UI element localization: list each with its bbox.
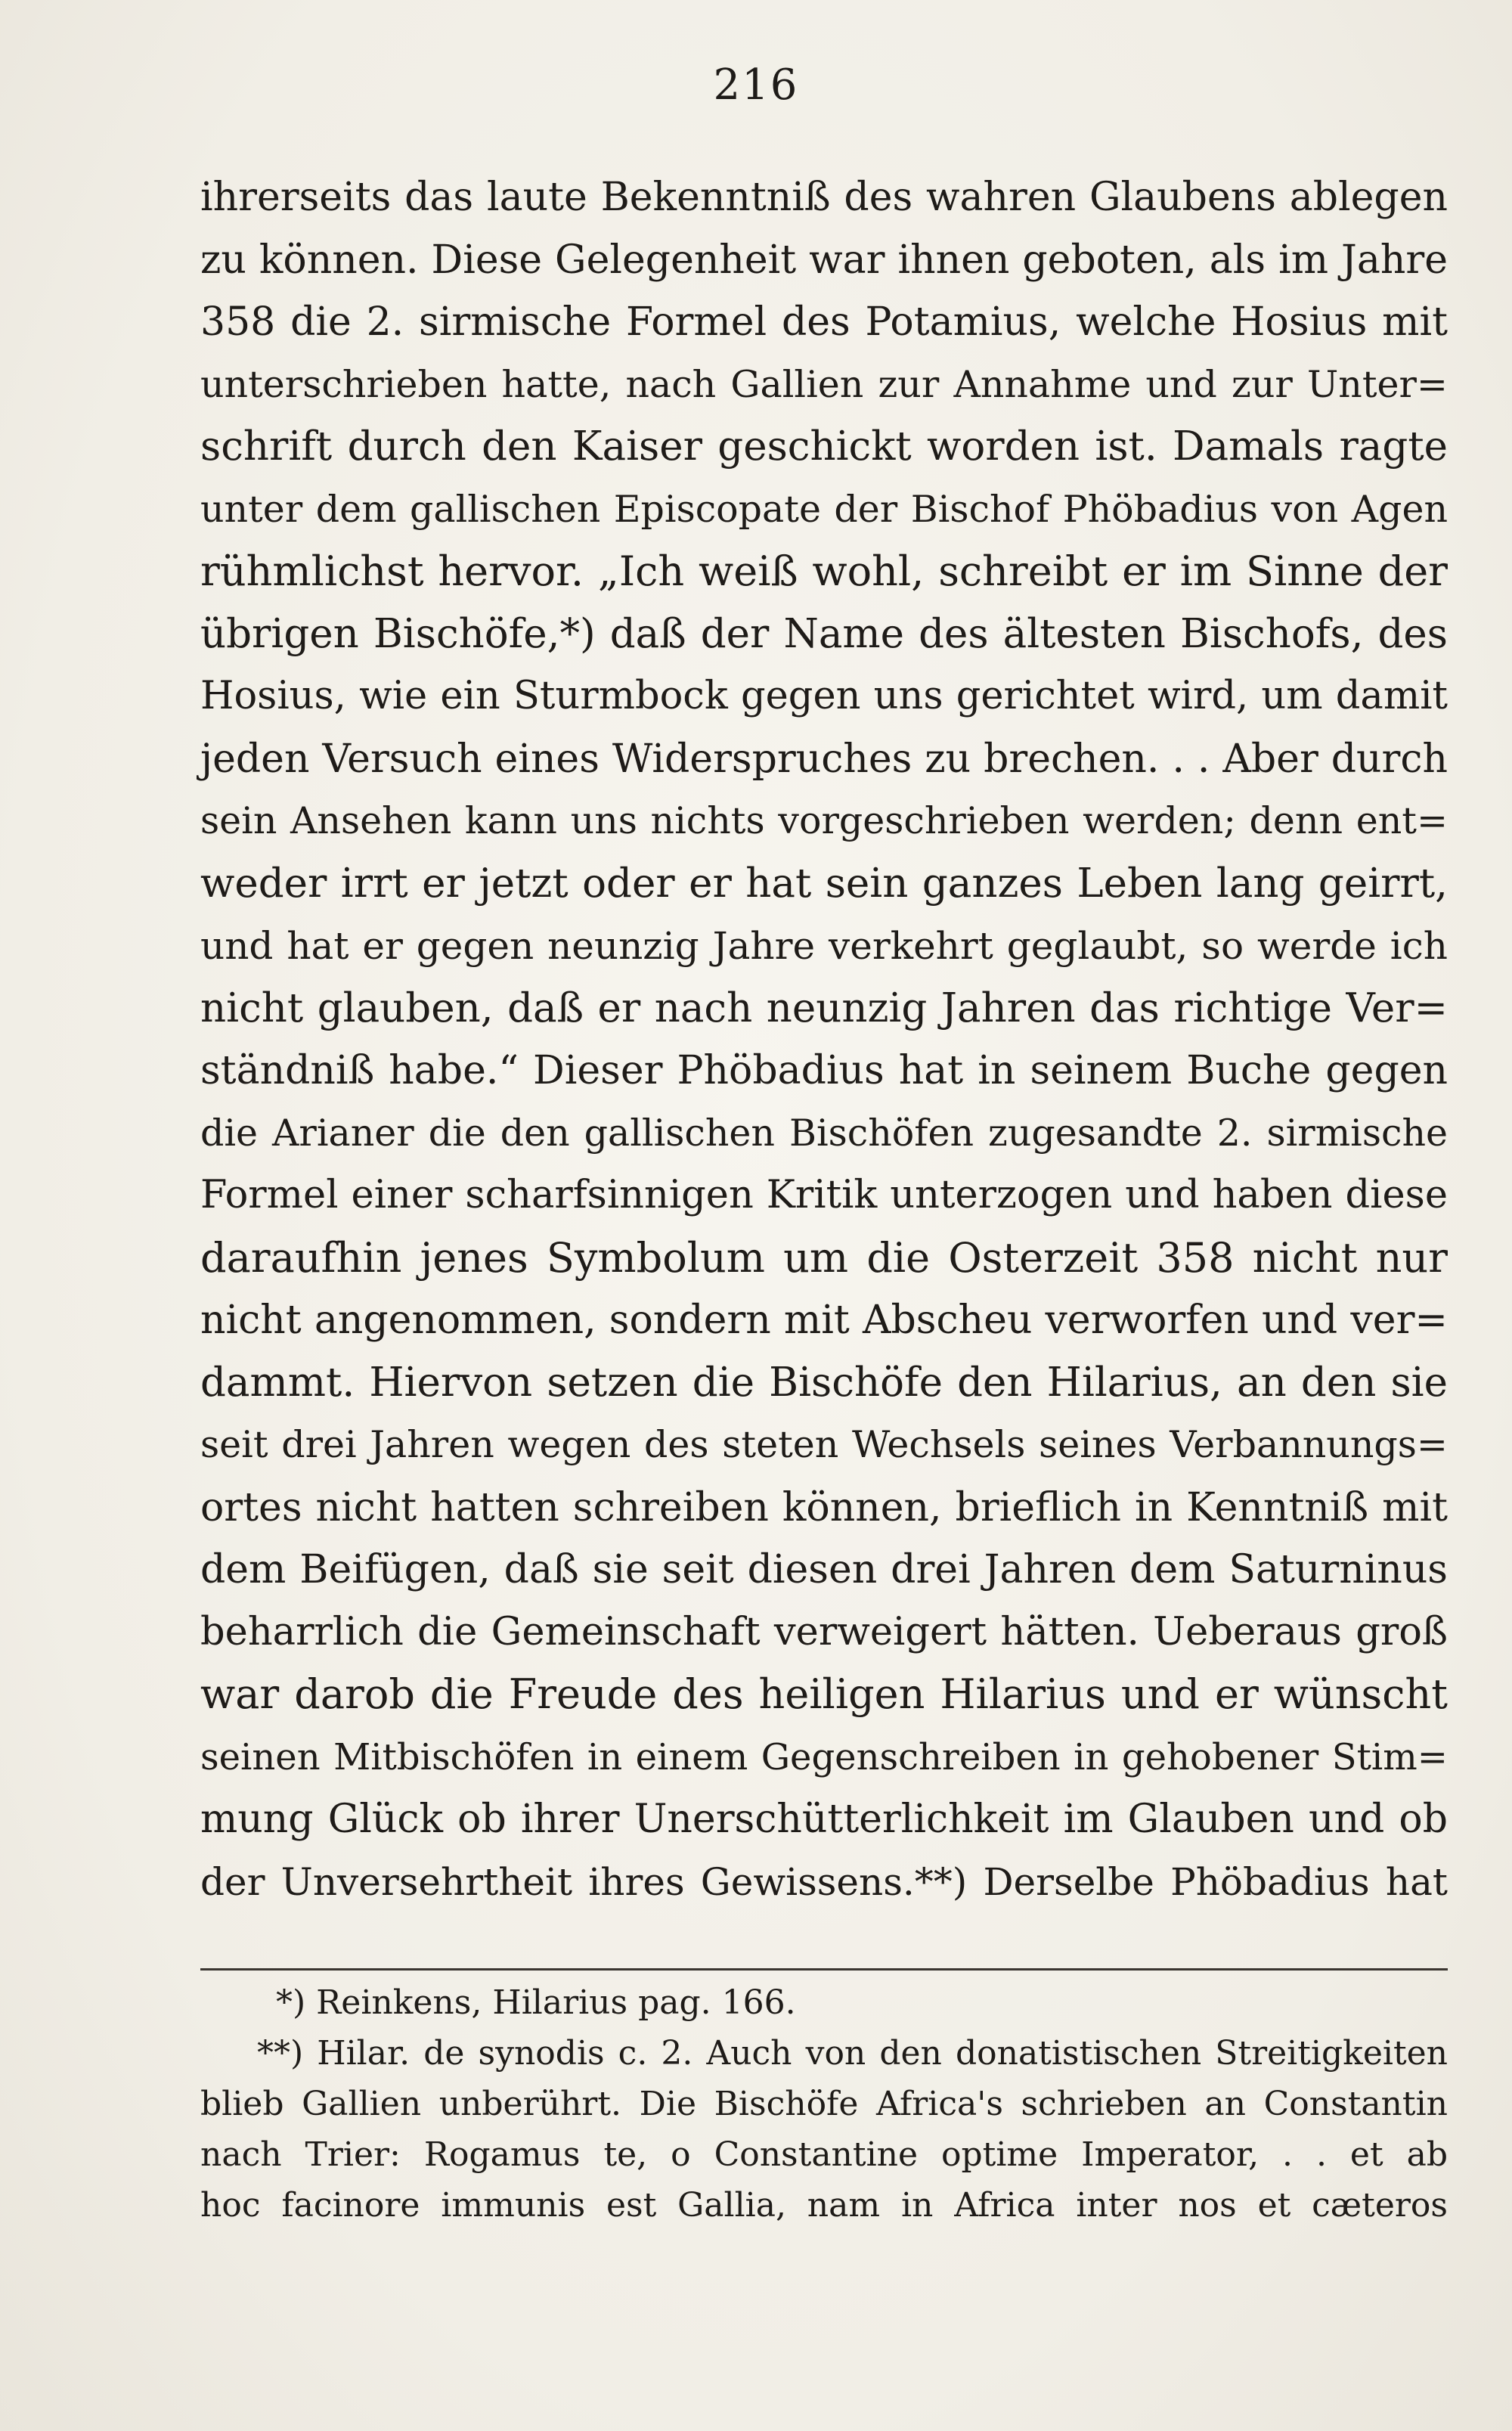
body-line: zu können. Diese Gelegenheit war ihnen geboten, als im Jahre — [200, 237, 1448, 283]
body-line: ihrerseits das laute Bekenntniß des wahren Glaubens ablegen — [200, 175, 1448, 220]
body-line: unterschrieben hatte, nach Gallien zur Annahme und zur Unter= — [200, 362, 1448, 406]
body-line: daraufhin jenes Symbolum um die Osterzeit 358 nicht nur — [200, 1233, 1448, 1282]
body-line: übrigen Bischöfe,*) daß der Name des ältesten Bischofs, des — [200, 610, 1448, 657]
footnote-line: blieb Gallien unberührt. Die Bischöfe Africa's schrieben an Constantin — [200, 2085, 1448, 2123]
body-line: ortes nicht hatten schreiben können, brieflich in Kenntniß mit — [200, 1484, 1448, 1530]
body-line: und hat er gegen neunzig Jahre verkehrt geglaubt, so werde ich — [200, 924, 1448, 968]
footnotes — [200, 1977, 1448, 2231]
body-line: Hosius, wie ein Sturmbock gegen uns gerichtet wird, um damit — [200, 674, 1448, 718]
footnote-line: nach Trier: Rogamus te, o Constantine optime Imperator, . . et ab — [200, 2135, 1448, 2174]
page-number: 216 — [713, 60, 799, 110]
body-line: seinen Mitbischöfen in einem Gegenschreiben in gehobener Stim= — [200, 1735, 1448, 1778]
body-line: dem Beifügen, daß sie seit diesen drei Jahren dem Saturninus — [200, 1547, 1448, 1592]
body-text — [200, 166, 1448, 1913]
body-line: 358 die 2. sirmische Formel des Potamius, welche Hosius mit — [200, 299, 1448, 345]
body-line: war darob die Freude des heiligen Hilarius und er wünscht — [200, 1670, 1448, 1718]
body-line: Formel einer scharfsinnigen Kritik unterzogen und haben diese — [200, 1173, 1448, 1217]
footnote-line: *) Reinkens, Hilarius pag. 166. — [276, 1983, 796, 2022]
footnote-divider — [200, 1968, 1448, 1971]
footnote-line: hoc facinore immunis est Gallia, nam in Africa inter nos et cæteros — [200, 2186, 1448, 2225]
body-line: mung Glück ob ihrer Unerschütterlichkeit im Glauben und ob — [200, 1797, 1448, 1842]
body-line: ständniß habe.“ Dieser Phöbadius hat in seinem Buche gegen — [200, 1048, 1448, 1093]
body-line: die Arianer die den gallischen Bischöfen zugesandte 2. sirmische — [200, 1111, 1448, 1155]
body-line: rühmlichst hervor. „Ich weiß wohl, schreibt er im Sinne der — [200, 547, 1448, 595]
body-line: beharrlich die Gemeinschaft verweigert hätten. Ueberaus groß — [200, 1609, 1448, 1654]
body-line: nicht glauben, daß er nach neunzig Jahren das richtige Ver= — [200, 984, 1448, 1031]
body-line: jeden Versuch eines Widerspruches zu brechen. . . Aber durch — [200, 736, 1448, 782]
body-line: seit drei Jahren wegen des steten Wechsels seines Verbannungs= — [200, 1423, 1448, 1466]
body-line: dammt. Hiervon setzen die Bischöfe den Hilarius, an den sie — [200, 1359, 1448, 1406]
body-line: unter dem gallischen Episcopate der Bischof Phöbadius von Agen — [200, 487, 1448, 531]
body-line: schrift durch den Kaiser geschickt worden ist. Damals ragte — [200, 423, 1448, 470]
body-line: weder irrt er jetzt oder er hat sein ganzes Leben lang geirrt, — [200, 860, 1448, 907]
body-line: der Unversehrtheit ihres Gewissens.**) Derselbe Phöbadius hat — [200, 1859, 1448, 1904]
body-line: nicht angenommen, sondern mit Abscheu verworfen und ver= — [200, 1298, 1448, 1343]
body-line: sein Ansehen kann uns nichts vorgeschrieben werden; denn ent= — [200, 799, 1448, 842]
footnote-line: **) Hilar. de synodis c. 2. Auch von den donatistischen Streitigkeiten — [257, 2034, 1448, 2073]
